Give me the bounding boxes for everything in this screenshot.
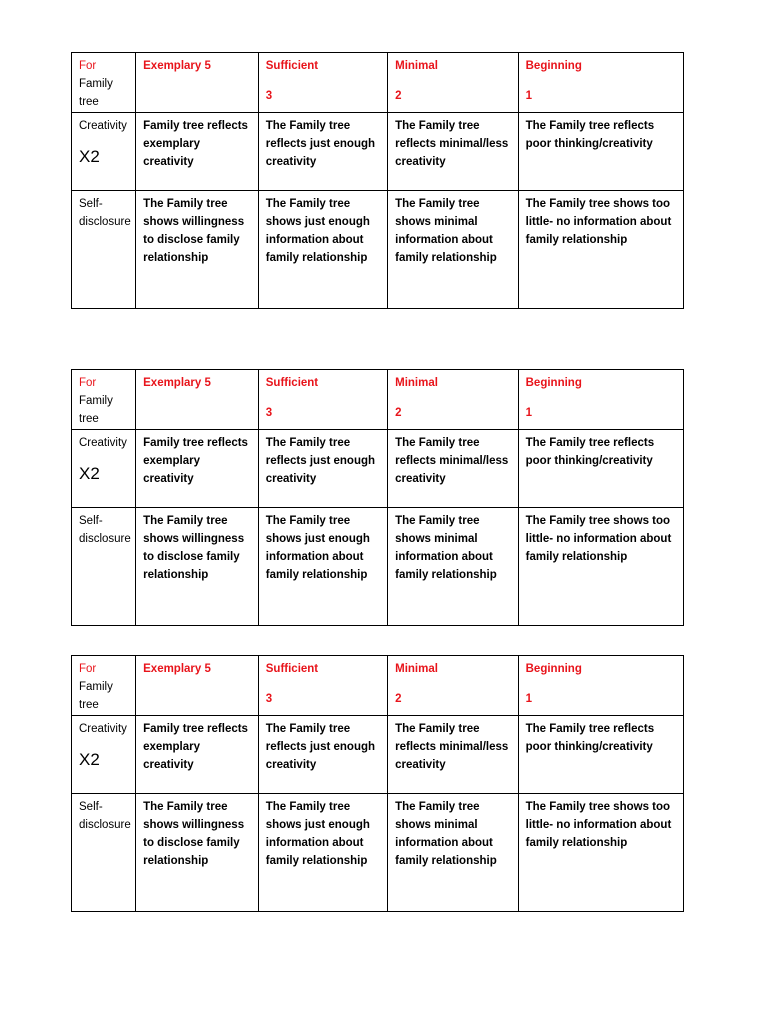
descriptor-cell: The Family tree reflects poor thinking/creativity: [518, 113, 683, 191]
criterion-cell: [72, 508, 136, 626]
descriptor-cell: The Family tree reflects poor thinking/creativity: [518, 716, 683, 794]
level-header: [258, 656, 387, 716]
corner-cell: [72, 370, 136, 430]
descriptor-cell: The Family tree shows willingness to disclose family relationship: [136, 794, 259, 912]
for-label: For: [79, 663, 97, 675]
criterion-cell: [72, 191, 136, 309]
criterion-label: Creativity: [79, 723, 127, 735]
level-header: [518, 370, 683, 430]
topic-label: Family tree: [79, 395, 113, 425]
corner-cell: [72, 656, 136, 716]
descriptor-cell: The Family tree shows willingness to disclose family relationship: [136, 191, 259, 309]
for-label: For: [79, 60, 97, 72]
level-header: [136, 656, 259, 716]
rubric-table-1: [71, 52, 684, 309]
descriptor-cell: Family tree reflects exemplary creativity: [136, 113, 259, 191]
descriptor-cell: The Family tree shows just enough information about family relationship: [258, 794, 387, 912]
criterion-cell: [72, 716, 136, 794]
level-label: Sufficient: [265, 60, 319, 72]
level-score: 3: [265, 693, 273, 705]
descriptor-cell: The Family tree shows too little- no information about family relationship: [518, 191, 683, 309]
descriptor-cell: The Family tree shows just enough information about family relationship: [258, 191, 387, 309]
rubric-table-2: [71, 369, 684, 626]
level-label: Minimal: [395, 663, 438, 675]
descriptor-cell: The Family tree reflects minimal/less creativity: [388, 716, 519, 794]
level-label: Exemplary 5: [143, 663, 211, 675]
for-label: For: [79, 377, 97, 389]
level-header: [388, 370, 519, 430]
level-score: 1: [525, 90, 533, 102]
level-header: [258, 370, 387, 430]
level-label: Exemplary 5: [143, 377, 211, 389]
descriptor-cell: The Family tree reflects just enough creativity: [258, 430, 387, 508]
descriptor-cell: Family tree reflects exemplary creativity: [136, 716, 259, 794]
criterion-label: Self-disclosure: [79, 198, 131, 228]
descriptor-cell: The Family tree reflects minimal/less creativity: [388, 113, 519, 191]
level-label: Exemplary 5: [143, 60, 211, 72]
descriptor-cell: The Family tree shows too little- no information about family relationship: [518, 794, 683, 912]
descriptor-cell: The Family tree shows minimal information about family relationship: [388, 794, 519, 912]
level-score: 2: [395, 90, 402, 102]
topic-label: Family tree: [79, 681, 113, 711]
level-label: Sufficient: [265, 663, 319, 675]
criterion-cell: [72, 430, 136, 508]
criterion-label: Creativity: [79, 120, 127, 132]
descriptor-cell: The Family tree shows just enough information about family relationship: [258, 508, 387, 626]
level-label: Beginning: [525, 377, 582, 389]
descriptor-cell: The Family tree reflects poor thinking/creativity: [518, 430, 683, 508]
descriptor-cell: The Family tree reflects minimal/less creativity: [388, 430, 519, 508]
level-header: [136, 370, 259, 430]
level-header: [258, 53, 387, 113]
level-score: 3: [265, 90, 273, 102]
criterion-label: Creativity: [79, 437, 127, 449]
topic-label: Family tree: [79, 78, 113, 108]
criterion-cell: [72, 113, 136, 191]
descriptor-cell: The Family tree shows minimal information about family relationship: [388, 508, 519, 626]
rubric-table-3: [71, 655, 684, 912]
level-label: Beginning: [525, 663, 582, 675]
level-label: Minimal: [395, 60, 438, 72]
corner-cell: [72, 53, 136, 113]
descriptor-cell: The Family tree reflects just enough creativity: [258, 113, 387, 191]
descriptor-cell: The Family tree shows willingness to disclose family relationship: [136, 508, 259, 626]
level-header: [518, 656, 683, 716]
level-header: [518, 53, 683, 113]
level-score: 3: [265, 407, 273, 419]
level-score: 2: [395, 693, 402, 705]
descriptor-cell: The Family tree shows too little- no information about family relationship: [518, 508, 683, 626]
level-header: [388, 53, 519, 113]
descriptor-cell: The Family tree reflects just enough creativity: [258, 716, 387, 794]
level-score: 1: [525, 693, 533, 705]
multiplier-label: X2: [79, 750, 100, 769]
multiplier-label: X2: [79, 464, 100, 483]
multiplier-label: X2: [79, 147, 100, 166]
level-label: Minimal: [395, 377, 438, 389]
level-label: Beginning: [525, 60, 582, 72]
criterion-cell: [72, 794, 136, 912]
level-header: [388, 656, 519, 716]
level-score: 2: [395, 407, 402, 419]
level-header: [136, 53, 259, 113]
descriptor-cell: The Family tree shows minimal information about family relationship: [388, 191, 519, 309]
level-score: 1: [525, 407, 533, 419]
criterion-label: Self-disclosure: [79, 801, 131, 831]
level-label: Sufficient: [265, 377, 319, 389]
descriptor-cell: Family tree reflects exemplary creativity: [136, 430, 259, 508]
criterion-label: Self-disclosure: [79, 515, 131, 545]
